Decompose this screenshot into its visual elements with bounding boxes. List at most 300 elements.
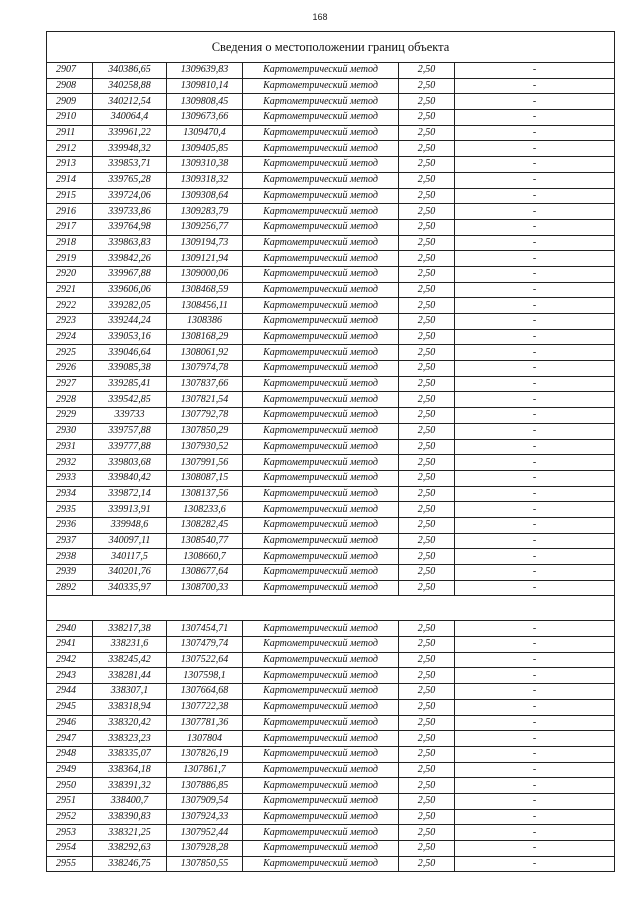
point-number-cell: 2892	[47, 580, 93, 596]
method-cell: Картометрический метод	[243, 392, 399, 408]
note-cell: -	[455, 408, 615, 424]
accuracy-cell: 2,50	[399, 345, 455, 361]
method-cell: Картометрический метод	[243, 684, 399, 700]
table-row	[47, 470, 615, 486]
table-row	[47, 637, 615, 653]
accuracy-cell: 2,50	[399, 392, 455, 408]
table-row	[47, 125, 615, 141]
point-number-cell: 2944	[47, 684, 93, 700]
method-cell: Картометрический метод	[243, 746, 399, 762]
coordinate-x-cell: 338231,6	[93, 637, 167, 653]
point-number-cell: 2908	[47, 78, 93, 94]
method-cell: Картометрический метод	[243, 204, 399, 220]
coordinate-x-cell: 340097,11	[93, 533, 167, 549]
coordinate-y-cell: 1309810,14	[167, 78, 243, 94]
coordinate-x-cell: 339872,14	[93, 486, 167, 502]
table-row	[47, 298, 615, 314]
table-row	[47, 110, 615, 126]
accuracy-cell: 2,50	[399, 809, 455, 825]
coordinate-y-cell: 1309318,32	[167, 172, 243, 188]
method-cell: Картометрический метод	[243, 251, 399, 267]
coordinate-y-cell: 1309310,38	[167, 157, 243, 173]
coordinate-x-cell: 339046,64	[93, 345, 167, 361]
note-cell: -	[455, 439, 615, 455]
note-cell: -	[455, 825, 615, 841]
coordinate-x-cell: 338245,42	[93, 652, 167, 668]
method-cell: Картометрический метод	[243, 731, 399, 747]
coordinate-x-cell: 339542,85	[93, 392, 167, 408]
accuracy-cell: 2,50	[399, 533, 455, 549]
point-number-cell: 2914	[47, 172, 93, 188]
method-cell: Картометрический метод	[243, 376, 399, 392]
table-row	[47, 408, 615, 424]
coordinate-y-cell: 1307928,28	[167, 841, 243, 857]
method-cell: Картометрический метод	[243, 314, 399, 330]
method-cell: Картометрический метод	[243, 502, 399, 518]
coordinate-y-cell: 1307886,85	[167, 778, 243, 794]
point-number-cell: 2935	[47, 502, 93, 518]
accuracy-cell: 2,50	[399, 517, 455, 533]
method-cell: Картометрический метод	[243, 762, 399, 778]
coordinate-x-cell: 339285,41	[93, 376, 167, 392]
point-number-cell: 2930	[47, 423, 93, 439]
note-cell: -	[455, 793, 615, 809]
note-cell: -	[455, 668, 615, 684]
table-row	[47, 684, 615, 700]
note-cell: -	[455, 502, 615, 518]
coordinate-x-cell: 339244,24	[93, 314, 167, 330]
point-number-cell: 2942	[47, 652, 93, 668]
point-number-cell: 2909	[47, 94, 93, 110]
coordinate-y-cell: 1309639,83	[167, 63, 243, 79]
method-cell: Картометрический метод	[243, 282, 399, 298]
note-cell: -	[455, 715, 615, 731]
coordinate-y-cell: 1307850,29	[167, 423, 243, 439]
note-cell: -	[455, 157, 615, 173]
method-cell: Картометрический метод	[243, 856, 399, 872]
table-row	[47, 746, 615, 762]
method-cell: Картометрический метод	[243, 266, 399, 282]
table-group-separator	[47, 596, 615, 621]
accuracy-cell: 2,50	[399, 408, 455, 424]
note-cell: -	[455, 486, 615, 502]
coordinate-x-cell: 339863,83	[93, 235, 167, 251]
point-number-cell: 2921	[47, 282, 93, 298]
table-row	[47, 621, 615, 637]
point-number-cell: 2925	[47, 345, 93, 361]
point-number-cell: 2954	[47, 841, 93, 857]
coordinate-y-cell: 1308137,56	[167, 486, 243, 502]
table-row	[47, 329, 615, 345]
table-row	[47, 731, 615, 747]
page-number: 168	[312, 12, 328, 22]
table-row	[47, 841, 615, 857]
point-number-cell: 2953	[47, 825, 93, 841]
table-row	[47, 219, 615, 235]
accuracy-cell: 2,50	[399, 668, 455, 684]
method-cell: Картометрический метод	[243, 565, 399, 581]
method-cell: Картометрический метод	[243, 94, 399, 110]
table-row	[47, 793, 615, 809]
coordinate-y-cell: 1308700,33	[167, 580, 243, 596]
table-row	[47, 439, 615, 455]
note-cell: -	[455, 188, 615, 204]
accuracy-cell: 2,50	[399, 376, 455, 392]
method-cell: Картометрический метод	[243, 809, 399, 825]
table-row	[47, 376, 615, 392]
accuracy-cell: 2,50	[399, 565, 455, 581]
note-cell: -	[455, 549, 615, 565]
coordinate-y-cell: 1309405,85	[167, 141, 243, 157]
accuracy-cell: 2,50	[399, 94, 455, 110]
table-row	[47, 94, 615, 110]
method-cell: Картометрический метод	[243, 486, 399, 502]
note-cell: -	[455, 63, 615, 79]
method-cell: Картометрический метод	[243, 778, 399, 794]
table-row	[47, 778, 615, 794]
coordinate-x-cell: 339053,16	[93, 329, 167, 345]
coordinate-x-cell: 338292,63	[93, 841, 167, 857]
note-cell: -	[455, 78, 615, 94]
table-row	[47, 809, 615, 825]
coordinate-x-cell: 339757,88	[93, 423, 167, 439]
note-cell: -	[455, 517, 615, 533]
accuracy-cell: 2,50	[399, 502, 455, 518]
note-cell: -	[455, 110, 615, 126]
accuracy-cell: 2,50	[399, 188, 455, 204]
method-cell: Картометрический метод	[243, 439, 399, 455]
coordinate-y-cell: 1307930,52	[167, 439, 243, 455]
accuracy-cell: 2,50	[399, 731, 455, 747]
note-cell: -	[455, 652, 615, 668]
point-number-cell: 2929	[47, 408, 93, 424]
point-number-cell: 2950	[47, 778, 93, 794]
coordinate-y-cell: 1307722,38	[167, 699, 243, 715]
coordinate-y-cell: 1308456,11	[167, 298, 243, 314]
table-group-1	[47, 63, 615, 596]
method-cell: Картометрический метод	[243, 125, 399, 141]
accuracy-cell: 2,50	[399, 172, 455, 188]
coordinate-x-cell: 339282,05	[93, 298, 167, 314]
table-row	[47, 856, 615, 872]
coordinate-y-cell: 1307837,66	[167, 376, 243, 392]
coordinate-y-cell: 1308386	[167, 314, 243, 330]
coordinate-x-cell: 339913,91	[93, 502, 167, 518]
accuracy-cell: 2,50	[399, 762, 455, 778]
table-row	[47, 533, 615, 549]
accuracy-cell: 2,50	[399, 329, 455, 345]
point-number-cell: 2927	[47, 376, 93, 392]
coordinate-y-cell: 1308540,77	[167, 533, 243, 549]
coordinate-y-cell: 1307479,74	[167, 637, 243, 653]
coordinate-y-cell: 1308468,59	[167, 282, 243, 298]
coordinate-y-cell: 1307781,36	[167, 715, 243, 731]
coordinate-x-cell: 340201,76	[93, 565, 167, 581]
method-cell: Картометрический метод	[243, 715, 399, 731]
table-row	[47, 486, 615, 502]
accuracy-cell: 2,50	[399, 580, 455, 596]
coordinate-x-cell: 339606,06	[93, 282, 167, 298]
method-cell: Картометрический метод	[243, 235, 399, 251]
coordinate-y-cell: 1307826,19	[167, 746, 243, 762]
accuracy-cell: 2,50	[399, 699, 455, 715]
point-number-cell: 2926	[47, 361, 93, 377]
method-cell: Картометрический метод	[243, 825, 399, 841]
accuracy-cell: 2,50	[399, 282, 455, 298]
point-number-cell: 2911	[47, 125, 93, 141]
point-number-cell: 2947	[47, 731, 93, 747]
method-cell: Картометрический метод	[243, 621, 399, 637]
table-title: Сведения о местоположении границ объекта	[47, 32, 615, 63]
table-row	[47, 314, 615, 330]
coordinate-x-cell: 339967,88	[93, 266, 167, 282]
method-cell: Картометрический метод	[243, 470, 399, 486]
point-number-cell: 2948	[47, 746, 93, 762]
note-cell: -	[455, 762, 615, 778]
note-cell: -	[455, 699, 615, 715]
note-cell: -	[455, 455, 615, 471]
accuracy-cell: 2,50	[399, 204, 455, 220]
note-cell: -	[455, 251, 615, 267]
table-row	[47, 699, 615, 715]
table-row	[47, 172, 615, 188]
table-row	[47, 188, 615, 204]
accuracy-cell: 2,50	[399, 486, 455, 502]
coordinate-x-cell: 339733	[93, 408, 167, 424]
accuracy-cell: 2,50	[399, 63, 455, 79]
coordinate-x-cell: 338364,18	[93, 762, 167, 778]
note-cell: -	[455, 282, 615, 298]
table-row	[47, 517, 615, 533]
method-cell: Картометрический метод	[243, 841, 399, 857]
coordinate-y-cell: 1307850,55	[167, 856, 243, 872]
point-number-cell: 2938	[47, 549, 93, 565]
point-number-cell: 2919	[47, 251, 93, 267]
coordinate-y-cell: 1308168,29	[167, 329, 243, 345]
method-cell: Картометрический метод	[243, 549, 399, 565]
method-cell: Картометрический метод	[243, 329, 399, 345]
note-cell: -	[455, 580, 615, 596]
coordinate-x-cell: 340117,5	[93, 549, 167, 565]
method-cell: Картометрический метод	[243, 219, 399, 235]
table-row	[47, 762, 615, 778]
point-number-cell: 2936	[47, 517, 93, 533]
point-number-cell: 2932	[47, 455, 93, 471]
point-number-cell: 2922	[47, 298, 93, 314]
coordinate-y-cell: 1308282,45	[167, 517, 243, 533]
point-number-cell: 2937	[47, 533, 93, 549]
point-number-cell: 2941	[47, 637, 93, 653]
accuracy-cell: 2,50	[399, 235, 455, 251]
accuracy-cell: 2,50	[399, 141, 455, 157]
coordinate-y-cell: 1309256,77	[167, 219, 243, 235]
separator-cell	[47, 596, 615, 621]
coordinate-x-cell: 338217,38	[93, 621, 167, 637]
accuracy-cell: 2,50	[399, 715, 455, 731]
table-row	[47, 204, 615, 220]
accuracy-cell: 2,50	[399, 219, 455, 235]
point-number-cell: 2952	[47, 809, 93, 825]
note-cell: -	[455, 141, 615, 157]
point-number-cell: 2920	[47, 266, 93, 282]
note-cell: -	[455, 314, 615, 330]
coordinate-x-cell: 338335,07	[93, 746, 167, 762]
table-row	[47, 502, 615, 518]
accuracy-cell: 2,50	[399, 361, 455, 377]
point-number-cell: 2910	[47, 110, 93, 126]
coordinate-x-cell: 339842,26	[93, 251, 167, 267]
method-cell: Картометрический метод	[243, 533, 399, 549]
coordinate-x-cell: 338320,42	[93, 715, 167, 731]
table-row	[47, 345, 615, 361]
coordinate-x-cell: 338321,25	[93, 825, 167, 841]
note-cell: -	[455, 172, 615, 188]
coordinate-y-cell: 1309000,06	[167, 266, 243, 282]
coordinate-y-cell: 1308087,15	[167, 470, 243, 486]
boundary-coordinates-table	[46, 31, 615, 872]
note-cell: -	[455, 841, 615, 857]
note-cell: -	[455, 731, 615, 747]
method-cell: Картометрический метод	[243, 141, 399, 157]
coordinate-y-cell: 1309808,45	[167, 94, 243, 110]
table-group-2	[47, 621, 615, 872]
coordinate-x-cell: 339765,28	[93, 172, 167, 188]
method-cell: Картометрический метод	[243, 793, 399, 809]
coordinate-x-cell: 338246,75	[93, 856, 167, 872]
table-row	[47, 251, 615, 267]
coordinate-x-cell: 339961,22	[93, 125, 167, 141]
point-number-cell: 2928	[47, 392, 93, 408]
point-number-cell: 2931	[47, 439, 93, 455]
coordinate-y-cell: 1307974,78	[167, 361, 243, 377]
note-cell: -	[455, 637, 615, 653]
note-cell: -	[455, 298, 615, 314]
method-cell: Картометрический метод	[243, 172, 399, 188]
coordinate-y-cell: 1307598,1	[167, 668, 243, 684]
coordinate-x-cell: 340386,65	[93, 63, 167, 79]
accuracy-cell: 2,50	[399, 841, 455, 857]
coordinate-x-cell: 338307,1	[93, 684, 167, 700]
note-cell: -	[455, 125, 615, 141]
table-row	[47, 668, 615, 684]
coordinate-x-cell: 338390,83	[93, 809, 167, 825]
method-cell: Картометрический метод	[243, 423, 399, 439]
table-row	[47, 63, 615, 79]
accuracy-cell: 2,50	[399, 125, 455, 141]
coordinate-x-cell: 338323,23	[93, 731, 167, 747]
method-cell: Картометрический метод	[243, 637, 399, 653]
coordinate-x-cell: 338400,7	[93, 793, 167, 809]
method-cell: Картометрический метод	[243, 361, 399, 377]
table-row	[47, 392, 615, 408]
note-cell: -	[455, 392, 615, 408]
note-cell: -	[455, 376, 615, 392]
note-cell: -	[455, 621, 615, 637]
accuracy-cell: 2,50	[399, 825, 455, 841]
note-cell: -	[455, 533, 615, 549]
method-cell: Картометрический метод	[243, 408, 399, 424]
accuracy-cell: 2,50	[399, 621, 455, 637]
method-cell: Картометрический метод	[243, 517, 399, 533]
coordinate-x-cell: 339764,98	[93, 219, 167, 235]
point-number-cell: 2915	[47, 188, 93, 204]
table-row	[47, 580, 615, 596]
coordinate-x-cell: 339733,86	[93, 204, 167, 220]
coordinate-x-cell: 339803,68	[93, 455, 167, 471]
method-cell: Картометрический метод	[243, 345, 399, 361]
note-cell: -	[455, 204, 615, 220]
coordinate-y-cell: 1308061,92	[167, 345, 243, 361]
coordinate-y-cell: 1307522,64	[167, 652, 243, 668]
coordinate-x-cell: 339948,6	[93, 517, 167, 533]
accuracy-cell: 2,50	[399, 110, 455, 126]
coordinate-y-cell: 1309470,4	[167, 125, 243, 141]
coordinate-x-cell: 339777,88	[93, 439, 167, 455]
coordinate-x-cell: 339724,06	[93, 188, 167, 204]
coordinate-x-cell: 340335,97	[93, 580, 167, 596]
accuracy-cell: 2,50	[399, 684, 455, 700]
coordinate-y-cell: 1307991,56	[167, 455, 243, 471]
point-number-cell: 2943	[47, 668, 93, 684]
table-row	[47, 78, 615, 94]
coordinate-y-cell: 1307924,33	[167, 809, 243, 825]
coordinate-x-cell: 339840,42	[93, 470, 167, 486]
method-cell: Картометрический метод	[243, 699, 399, 715]
point-number-cell: 2934	[47, 486, 93, 502]
point-number-cell: 2945	[47, 699, 93, 715]
note-cell: -	[455, 219, 615, 235]
coordinate-x-cell: 339948,32	[93, 141, 167, 157]
coordinate-y-cell: 1309283,79	[167, 204, 243, 220]
method-cell: Картометрический метод	[243, 188, 399, 204]
accuracy-cell: 2,50	[399, 266, 455, 282]
coordinate-y-cell: 1309673,66	[167, 110, 243, 126]
coordinate-x-cell: 340258,88	[93, 78, 167, 94]
coordinate-y-cell: 1307792,78	[167, 408, 243, 424]
note-cell: -	[455, 778, 615, 794]
accuracy-cell: 2,50	[399, 637, 455, 653]
note-cell: -	[455, 361, 615, 377]
coordinate-y-cell: 1307664,68	[167, 684, 243, 700]
accuracy-cell: 2,50	[399, 470, 455, 486]
note-cell: -	[455, 329, 615, 345]
accuracy-cell: 2,50	[399, 778, 455, 794]
note-cell: -	[455, 423, 615, 439]
table-row	[47, 715, 615, 731]
accuracy-cell: 2,50	[399, 746, 455, 762]
method-cell: Картометрический метод	[243, 110, 399, 126]
point-number-cell: 2946	[47, 715, 93, 731]
point-number-cell: 2916	[47, 204, 93, 220]
coordinate-y-cell: 1309308,64	[167, 188, 243, 204]
accuracy-cell: 2,50	[399, 455, 455, 471]
point-number-cell: 2913	[47, 157, 93, 173]
table-row	[47, 141, 615, 157]
accuracy-cell: 2,50	[399, 78, 455, 94]
table-row	[47, 266, 615, 282]
coordinate-x-cell: 338391,32	[93, 778, 167, 794]
method-cell: Картометрический метод	[243, 668, 399, 684]
note-cell: -	[455, 684, 615, 700]
point-number-cell: 2939	[47, 565, 93, 581]
table-title-row	[47, 32, 615, 63]
note-cell: -	[455, 856, 615, 872]
point-number-cell: 2940	[47, 621, 93, 637]
point-number-cell: 2912	[47, 141, 93, 157]
coordinate-y-cell: 1307952,44	[167, 825, 243, 841]
method-cell: Картометрический метод	[243, 455, 399, 471]
accuracy-cell: 2,50	[399, 439, 455, 455]
